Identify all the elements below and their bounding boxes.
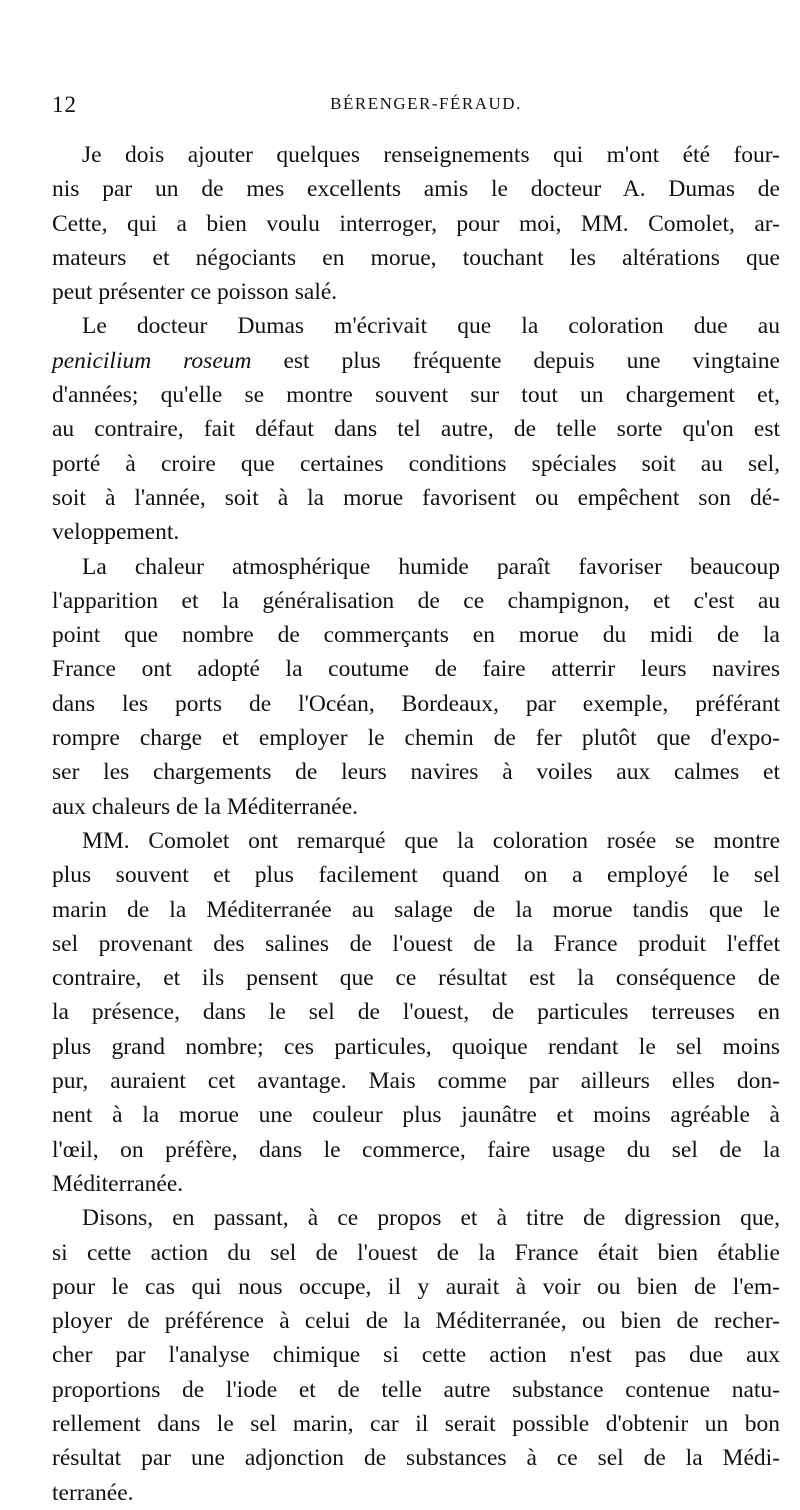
text-line: résultat par une adjonction de substances à ce sel de la Médi- bbox=[52, 1445, 780, 1472]
page-header bbox=[52, 92, 780, 122]
text-line: rellement dans le sel marin, car il serait possible d'obtenir un bon bbox=[52, 1410, 780, 1437]
page-number: 12 bbox=[52, 92, 77, 117]
body-text bbox=[52, 138, 780, 1510]
text-line: contraire, et ils pensent que ce résultat est la conséquence de bbox=[52, 965, 780, 992]
text-line: plus souvent et plus facilement quand on a employé le sel bbox=[52, 862, 780, 889]
paragraph-1 bbox=[52, 138, 780, 309]
paragraph-5 bbox=[52, 1201, 780, 1510]
text-line: Méditerranée. bbox=[52, 1170, 184, 1197]
text-line: France ont adopté la coutume de faire atterrir leurs navires bbox=[52, 656, 780, 683]
text-line: proportions de l'iode et de telle autre substance contenue natu- bbox=[52, 1376, 780, 1403]
text-line: pour le cas qui nous occupe, il y aurait à voir ou bien de l'em- bbox=[52, 1273, 780, 1300]
text-line: nent à la morue une couleur plus jaunâtre et moins agréable à bbox=[52, 1102, 780, 1129]
text-line: cher par l'analyse chimique si cette action n'est pas due aux bbox=[52, 1342, 780, 1369]
text-line: Je dois ajouter quelques renseignements qui m'ont été four- bbox=[82, 142, 780, 168]
running-head: BÉRENGER-FÉRAUD. bbox=[330, 94, 522, 113]
text-line: mateurs et négociants en morue, touchant les altérations que bbox=[52, 244, 780, 271]
paragraph-3 bbox=[52, 550, 780, 824]
text-line: pur, auraient cet avantage. Mais comme par ailleurs elles don- bbox=[52, 1068, 780, 1095]
species-name: penicilium roseum bbox=[52, 347, 252, 374]
text-line: nis par un de mes excellents amis le docteur A. Dumas de bbox=[52, 176, 780, 203]
text-line: point que nombre de commerçants en morue du midi de la bbox=[52, 622, 780, 649]
text-line: d'années; qu'elle se montre souvent sur tout un chargement et, bbox=[52, 382, 780, 409]
text-line: Cette, qui a bien voulu interroger, pour moi, MM. Comolet, ar- bbox=[52, 210, 780, 237]
text-line: aux chaleurs de la Méditerranée. bbox=[52, 793, 358, 820]
text-line: la présence, dans le sel de l'ouest, de particules terreuses en bbox=[52, 999, 780, 1026]
text-line: au contraire, fait défaut dans tel autre, de telle sorte qu'on est bbox=[52, 416, 780, 443]
text-line: soit à l'année, soit à la morue favorisent ou empêchent son dé- bbox=[52, 484, 780, 511]
text-line: MM. Comolet ont remarqué que la coloration rosée se montre bbox=[82, 827, 780, 854]
text-line: porté à croire que certaines conditions spéciales soit au sel, bbox=[52, 450, 780, 477]
text-line: terranée. bbox=[52, 1479, 134, 1506]
text-line: rompre charge et employer le chemin de fer plutôt que d'expo- bbox=[52, 725, 780, 752]
text-line: Disons, en passant, à ce propos et à titre de digression que, bbox=[82, 1205, 780, 1232]
text-line: ser les chargements de leurs navires à voiles aux calmes et bbox=[52, 759, 780, 786]
text-line: si cette action du sel de l'ouest de la France était bien établie bbox=[52, 1239, 780, 1266]
text-fragment: est plus fréquente depuis une vingtaine bbox=[251, 347, 780, 374]
text-line: ployer de préférence à celui de la Méditerranée, ou bien de recher- bbox=[52, 1308, 780, 1335]
text-line: veloppement. bbox=[52, 519, 180, 546]
text-line: Le docteur Dumas m'écrivait que la coloration due au bbox=[82, 313, 780, 340]
text-line-italic bbox=[52, 344, 780, 378]
text-line: peut présenter ce poisson salé. bbox=[52, 279, 338, 306]
text-line: l'œil, on préfère, dans le commerce, faire usage du sel de la bbox=[52, 1136, 780, 1163]
text-line: La chaleur atmosphérique humide paraît favoriser beaucoup bbox=[82, 553, 780, 580]
text-line: sel provenant des salines de l'ouest de la France produit l'effet bbox=[52, 930, 780, 957]
text-line: marin de la Méditerranée au salage de la morue tandis que le bbox=[52, 896, 780, 923]
text-line: l'apparition et la généralisation de ce champignon, et c'est au bbox=[52, 587, 780, 614]
text-line: plus grand nombre; ces particules, quoique rendant le sel moins bbox=[52, 1033, 780, 1060]
text-line: dans les ports de l'Océan, Bordeaux, par exemple, préférant bbox=[52, 690, 780, 717]
paragraph-2 bbox=[52, 309, 780, 549]
paragraph-4 bbox=[52, 824, 780, 1201]
